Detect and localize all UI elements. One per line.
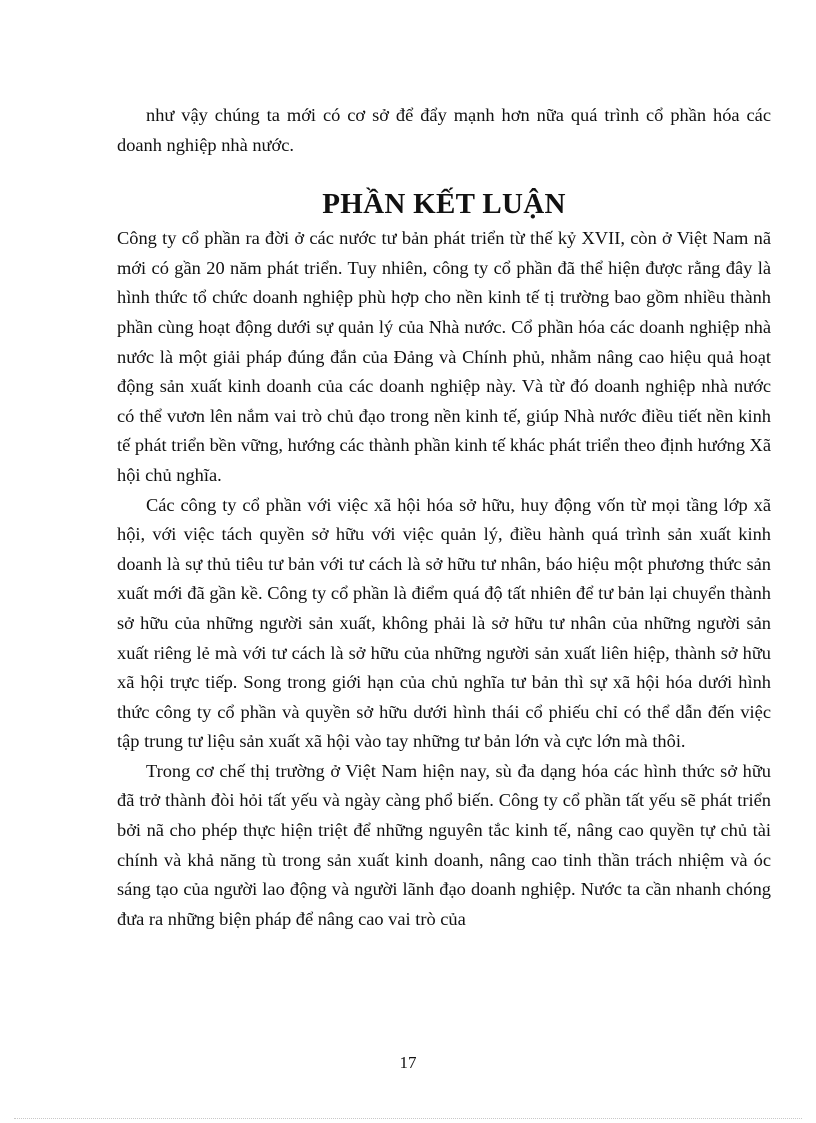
- body-paragraph-2: Các công ty cổ phần với việc xã hội hóa sở hữu, huy động vốn từ mọi tầng lớp xã hội, với việc tách quyền sở hữu với việc quản lý, điều hành quá trình sản xuất kinh doanh là sự thủ tiêu tư bản với tư cách là sở hữu tư nhân, báo hiệu một phương thức sản xuất mới đã gần kề. Công ty cổ phần là điểm quá độ tất nhiên để tư bản lại chuyển thành sở hữu của những người sản xuất, không phải là sở hữu tư nhân của những người sản xuất riêng lẻ mà với tư cách là sở hữu của những người sản xuất liên hiệp, thành sở hữu xã hội trực tiếp. Song trong giới hạn của chủ nghĩa tư bản thì sự xã hội hóa dưới hình thức công ty cổ phần và quyền sở hữu dưới hình thái cổ phiếu chỉ có thể dẫn đến việc tập trung tư liệu sản xuất xã hội vào tay những tư bản lớn và cực lớn mà thôi.: [117, 494, 771, 752]
- continuation-paragraph: như vậy chúng ta mới có cơ sở để đẩy mạnh hơn nữa quá trình cổ phần hóa các doanh nghiệp nhà nước.: [117, 105, 771, 155]
- page-bottom-edge: [14, 1118, 802, 1119]
- body-paragraph-3: Trong cơ chế thị trường ở Việt Nam hiện nay, sù đa dạng hóa các hình thức sở hữu đã trở thành đòi hỏi tất yếu và ngày càng phổ biến. Công ty cổ phần tất yếu sẽ phát triển bởi nã cho phép thực hiện triệt để những nguyên tắc kinh tế, nâng cao quyền tự chủ tài chính và khả năng tù trong sản xuất kinh doanh, nâng cao tinh thần trách nhiệm và óc sáng tạo của người lao động và người lãnh đạo doanh nghiệp. Nước ta cần nhanh chóng đưa ra những biện pháp để nâng cao vai trò của: [117, 760, 771, 929]
- page-content: [117, 101, 771, 934]
- section-heading: PHẦN KẾT LUẬN: [322, 188, 566, 221]
- conclusion-body: [117, 224, 771, 934]
- page-number: 17: [399, 1053, 417, 1072]
- body-paragraph-1: Công ty cổ phần ra đời ở các nước tư bản phát triển từ thế kỷ XVII, còn ở Việt Nam nã mới có gần 20 năm phát triển. Tuy nhiên, công ty cổ phần đã thể hiện được rằng đây là hình thức tổ chức doanh nghiệp phù hợp cho nền kinh tế tị trường bao gồm nhiều thành phần cùng hoạt động dưới sự quản lý của Nhà nước. Cổ phần hóa các doanh nghiệp nhà nước là một giải pháp đúng đắn của Đảng và Chính phủ, nhằm nâng cao hiệu quả hoạt động sản xuất kinh doanh của các doanh nghiệp này. Và từ đó doanh nghiệp nhà nước có thể vươn lên nắm vai trò chủ đạo trong nền kinh tế, giúp Nhà nước điều tiết nền kinh tế phát triển bền vững, hướng các thành phần kinh tế khác phát triển theo định hướng Xã hội chủ nghĩa.: [117, 228, 771, 485]
